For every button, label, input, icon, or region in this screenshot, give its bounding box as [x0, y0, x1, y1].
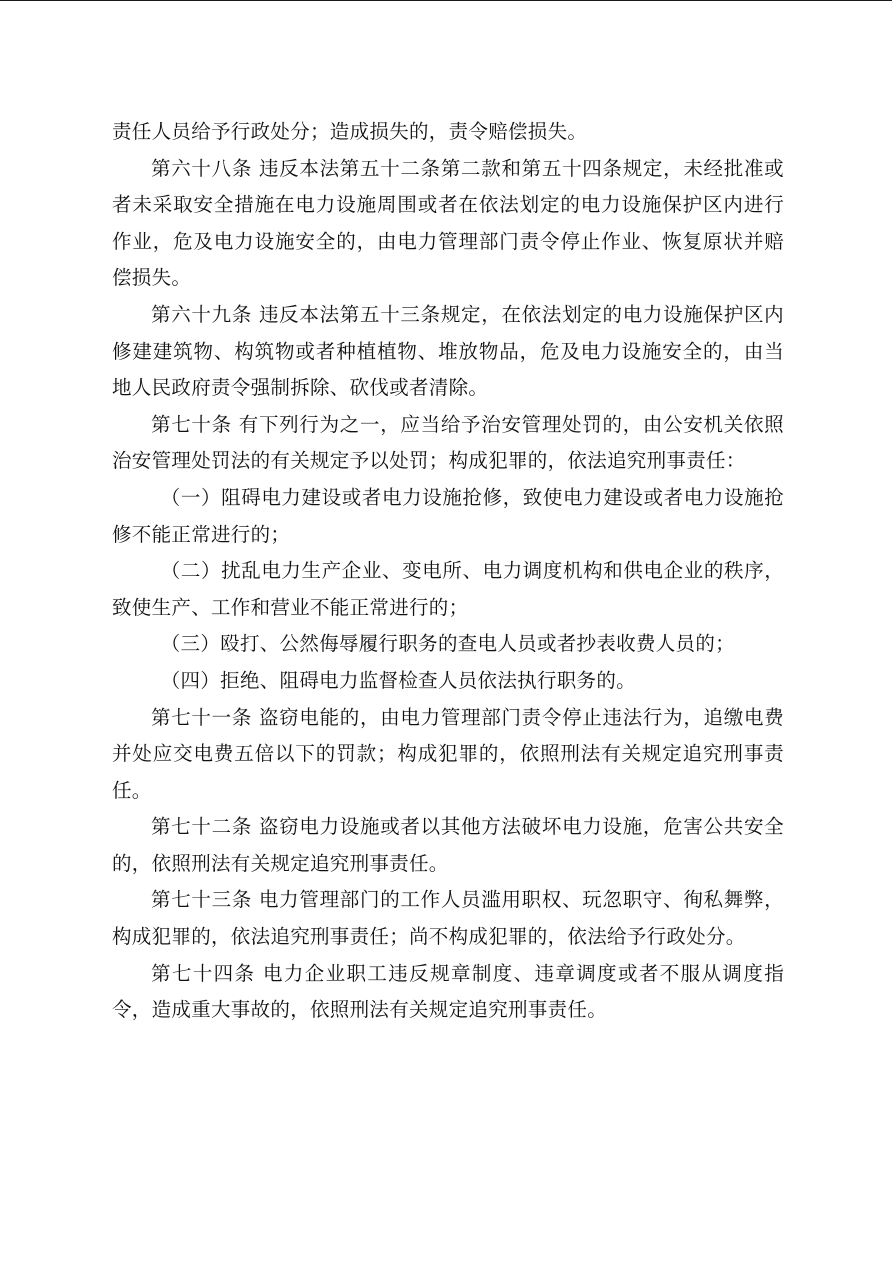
document-body: [112, 114, 784, 1029]
article-70: 第七十条 有下列行为之一，应当给予治安管理处罚的，由公安机关依照治安管理处罚法的有关规定予以处罚；构成犯罪的，依法追究刑事责任：: [112, 412, 784, 473]
article-70-item-4: （四）拒绝、阻碍电力监督检查人员依法执行职务的。: [160, 668, 636, 692]
article-74: 第七十四条 电力企业职工违反规章制度、违章调度或者不服从调度指令，造成重大事故的，依照刑法有关规定追究刑事责任。: [112, 961, 784, 1022]
article-72: 第七十二条 盗窃电力设施或者以其他方法破坏电力设施，危害公共安全的，依照刑法有关规定追究刑事责任。: [112, 815, 784, 875]
article-68: 第六十八条 违反本法第五十二条第二款和第五十四条规定，未经批准或者未采取安全措施在电力设施周围或者在依法划定的电力设施保护区内进行作业，危及电力设施安全的，由电力管理部门责令停止作业、恢复原状并赔偿损失。: [112, 156, 784, 290]
article-70-item-2: （二）扰乱电力生产企业、变电所、电力调度机构和供电企业的秩序，致使生产、工作和营业不能正常进行的；: [112, 559, 784, 619]
article-71: 第七十一条 盗窃电能的，由电力管理部门责令停止违法行为，追缴电费并处应交电费五倍以下的罚款；构成犯罪的，依照刑法有关规定追究刑事责任。: [112, 705, 784, 802]
article-70-item-3: （三）殴打、公然侮辱履行职务的查电人员或者抄表收费人员的；: [160, 632, 735, 656]
paragraph-continuation: 责任人员给予行政处分；造成损失的，责令赔偿损失。: [112, 120, 588, 143]
article-69: 第六十九条 违反本法第五十三条规定，在依法划定的电力设施保护区内修建建筑物、构筑物或者种植植物、堆放物品，危及电力设施安全的，由当地人民政府责令强制拆除、砍伐或者清除。: [112, 302, 784, 400]
article-70-item-1: （一）阻碍电力建设或者电力设施抢修，致使电力建设或者电力设施抢修不能正常进行的；: [112, 485, 784, 546]
article-73: 第七十三条 电力管理部门的工作人员滥用职权、玩忽职守、徇私舞弊，构成犯罪的，依法追究刑事责任；尚不构成犯罪的，依法给予行政处分。: [112, 888, 784, 949]
